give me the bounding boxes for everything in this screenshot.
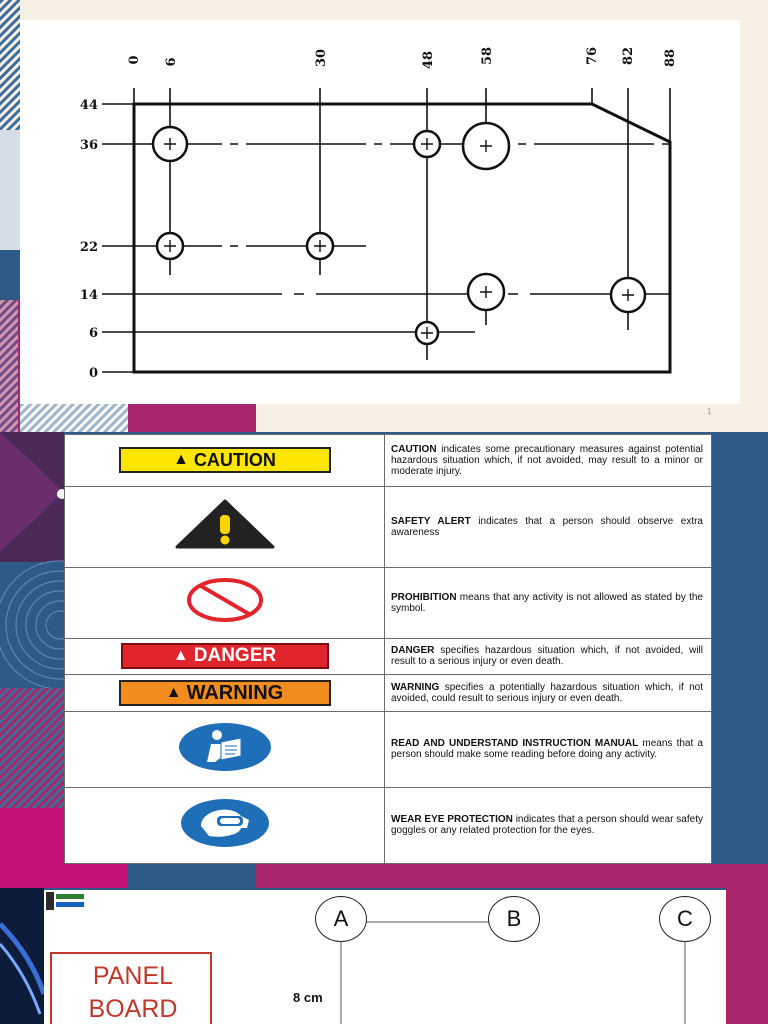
x-tick-label: 76 [585,46,600,66]
node-label: A [333,906,349,931]
x-tick-label: 88 [663,48,678,68]
node-c [659,896,711,942]
sign-term: CAUTION [391,443,437,455]
y-tick-label: 14 [79,288,98,303]
x-tick-label: 58 [480,46,495,66]
table-row [65,638,712,675]
technical-drawing-card [20,20,740,404]
dimension-label: 8 cm [293,990,323,1005]
prohibition-circle-icon [185,577,265,623]
node-a [315,896,367,942]
x-tick-label: 6 [164,57,179,67]
sign-description [385,787,712,863]
sign-description [385,711,712,787]
y-tick-label: 22 [79,240,98,255]
sign-term: WEAR EYE PROTECTION [391,814,513,826]
sign-desc: means that a person should make some reading before doing any activity. [391,738,704,761]
eye-protection-icon [179,798,271,848]
danger-sign-icon: ▲ DANGER [121,643,329,669]
panel-board-diagram [44,890,726,1024]
sign-term: PROHIBITION [391,591,457,603]
y-tick-label: 0 [88,366,98,381]
slide-1 [0,0,768,432]
sign-desc: specifies hazardous situation which, if not avoided, will result to a serious injury or even death. [391,645,703,668]
panel-label-line: PANEL [92,962,174,990]
table-row [65,711,712,787]
sign-text: WARNING [186,681,284,704]
sign-desc: specifies a potentially hazardous situation which, if not avoided, could result to serious injury or even death. [391,682,703,705]
node-label: B [506,906,522,931]
sign-term: READ AND UNDERSTAND INSTRUCTION MANUAL [391,738,639,750]
slide-2 [0,432,768,864]
sign-text: DANGER [193,645,277,667]
table-row [65,486,712,567]
slide-number: 1 [707,407,712,416]
slide-3 [0,864,768,1024]
x-tick-label: 48 [421,50,436,70]
table-row [65,568,712,639]
coordinate-dimension-drawing [20,20,740,404]
read-manual-icon [177,722,273,772]
y-tick-label: 6 [88,326,98,341]
sign-description [385,675,712,712]
node-label: C [677,906,693,931]
sign-term: WARNING [391,682,440,694]
panel-board-box [50,952,212,1024]
table-row [65,675,712,712]
y-tick-label: 44 [79,98,98,113]
sign-description [385,568,712,639]
sign-term: SAFETY ALERT [391,515,471,527]
panel-label-line: BOARD [88,995,178,1023]
y-tick-label: 36 [79,138,98,153]
sign-description [385,435,712,487]
sign-text: CAUTION [193,449,276,470]
warning-sign-icon: ▲ WARNING [119,680,331,706]
x-tick-label: 30 [314,48,329,68]
x-tick-label: 82 [621,46,636,66]
safety-signs-table [64,434,712,864]
sign-desc: indicates that a person should wear safety goggles or any related protection for the eyes. [391,814,703,837]
safety-alert-triangle-icon [173,497,277,551]
table-row [65,787,712,863]
caution-sign-icon: ▲ CAUTION [119,447,331,473]
node-b [488,896,540,942]
table-row [65,435,712,487]
sign-description [385,486,712,567]
sign-description [385,638,712,675]
panel-board-label [52,960,214,1024]
sign-desc: indicates that a person should observe extra awareness [391,515,703,538]
sign-desc: means that any activity is not allowed as stated by the symbol. [391,591,703,614]
sign-desc: indicates some precautionary measures against potential hazardous situation which, if not avoided, may result to a minor or moderate injury. [391,443,703,477]
sign-term: DANGER [391,645,435,657]
x-tick-label: 0 [127,55,142,65]
